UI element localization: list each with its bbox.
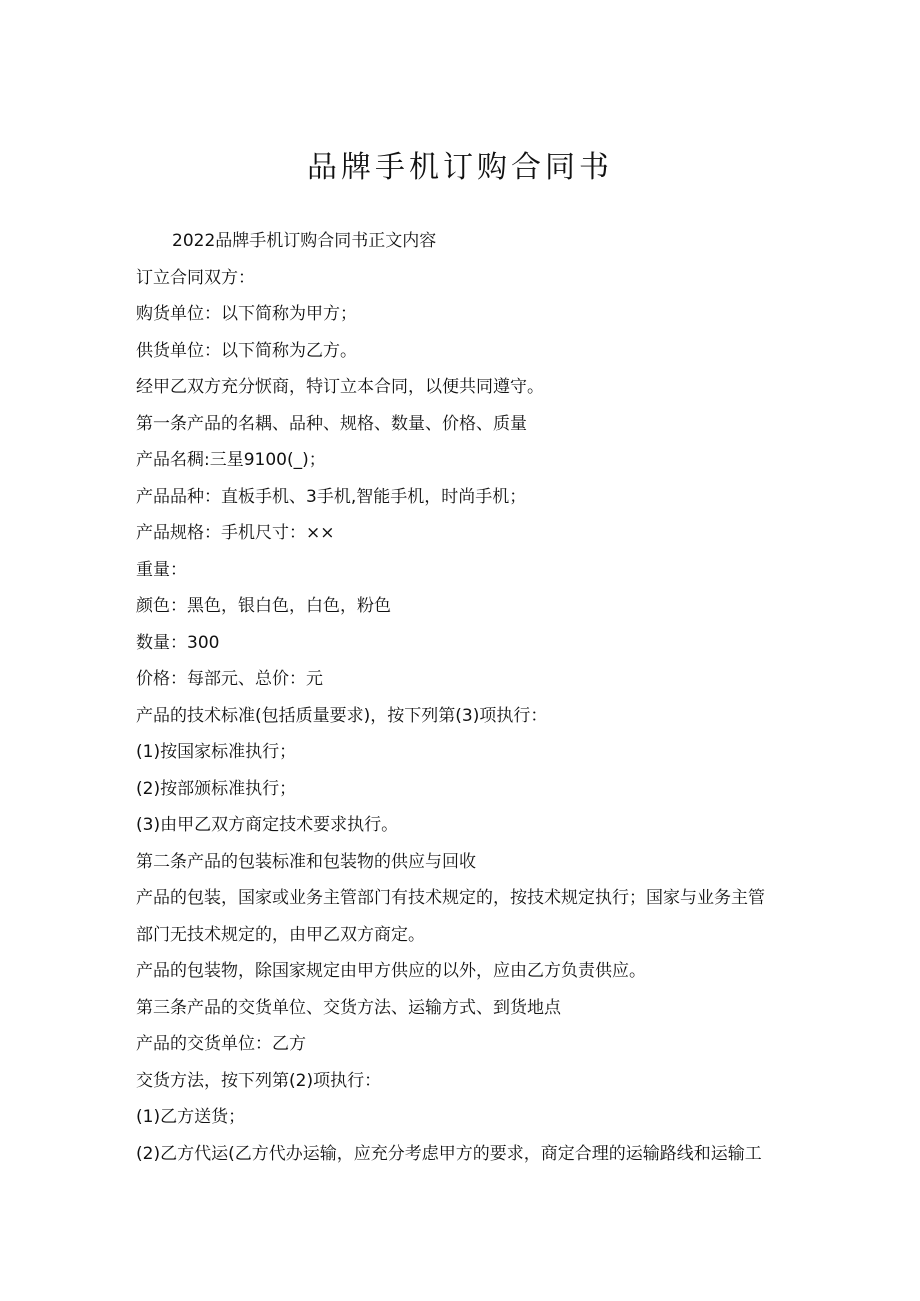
buyer-line: 购货单位：以下简称为甲方；: [136, 304, 357, 324]
intro-line: 2022品牌手机订购合同书正文内容: [172, 231, 437, 251]
product-spec-line: 产品规格：手机尺寸：××: [136, 523, 335, 543]
packaging-paragraph: 产品的包装，国家或业务主管部门有技术规定的，按技术规定执行；国家与业务主管部门无技术规定的，由甲乙双方商定。: [136, 888, 765, 945]
article-1-heading: 第一条产品的名耦、品种、规格、数量、价格、质量: [136, 413, 527, 434]
delivery-unit-line: 产品的交货单位：乙方: [136, 1034, 306, 1054]
standard-option-2: (2)按部颁标准执行；: [136, 778, 297, 799]
document-title: 品牌手机订购合同书: [307, 150, 613, 185]
product-name-line: 产品名稠:三星9100(_)；: [136, 450, 326, 470]
article-2-heading: 第二条产品的包装标准和包装物的供应与回收: [136, 851, 476, 872]
tech-standard-line: 产品的技术标准(包括质量要求)，按下列第(3)项执行：: [136, 705, 548, 726]
supplier-line: 供货单位：以下简称为乙方。: [136, 340, 357, 361]
delivery-option-1: (1)乙方送货；: [136, 1107, 246, 1127]
delivery-option-2: (2)乙方代运(乙方代办运输，应充分考虑甲方的要求，商定合理的运输路线和运输工: [136, 1143, 762, 1164]
price-line: 价格：每部元、总价：元: [136, 669, 323, 689]
agreement-line: 经甲乙双方充分恹商，特订立本合同，以便共同遵守。: [136, 377, 544, 397]
weight-line: 重量：: [136, 559, 187, 580]
standard-option-1: (1)按国家标准执行；: [136, 742, 297, 762]
article-3-heading: 第三条产品的交货单位、交货方法、运输方式、到货地点: [136, 997, 561, 1018]
delivery-method-line: 交货方法，按下列第(2)项执行：: [136, 1070, 382, 1091]
parties-heading: 订立合同双方：: [136, 267, 255, 288]
quantity-line: 数量：300: [136, 632, 220, 653]
product-variety-line: 产品品种：直板手机、3手机,智能手机，时尚手机；: [136, 486, 527, 507]
standard-option-3: (3)由甲乙双方商定技术要求执行。: [136, 815, 399, 835]
color-line: 颜色：黑色，银白色，白色，粉色: [136, 596, 391, 616]
document-body: [136, 223, 776, 1172]
packaging-supply-line: 产品的包装物，除国家规定由甲方供应的以外，应由乙方负责供应。: [136, 961, 646, 981]
